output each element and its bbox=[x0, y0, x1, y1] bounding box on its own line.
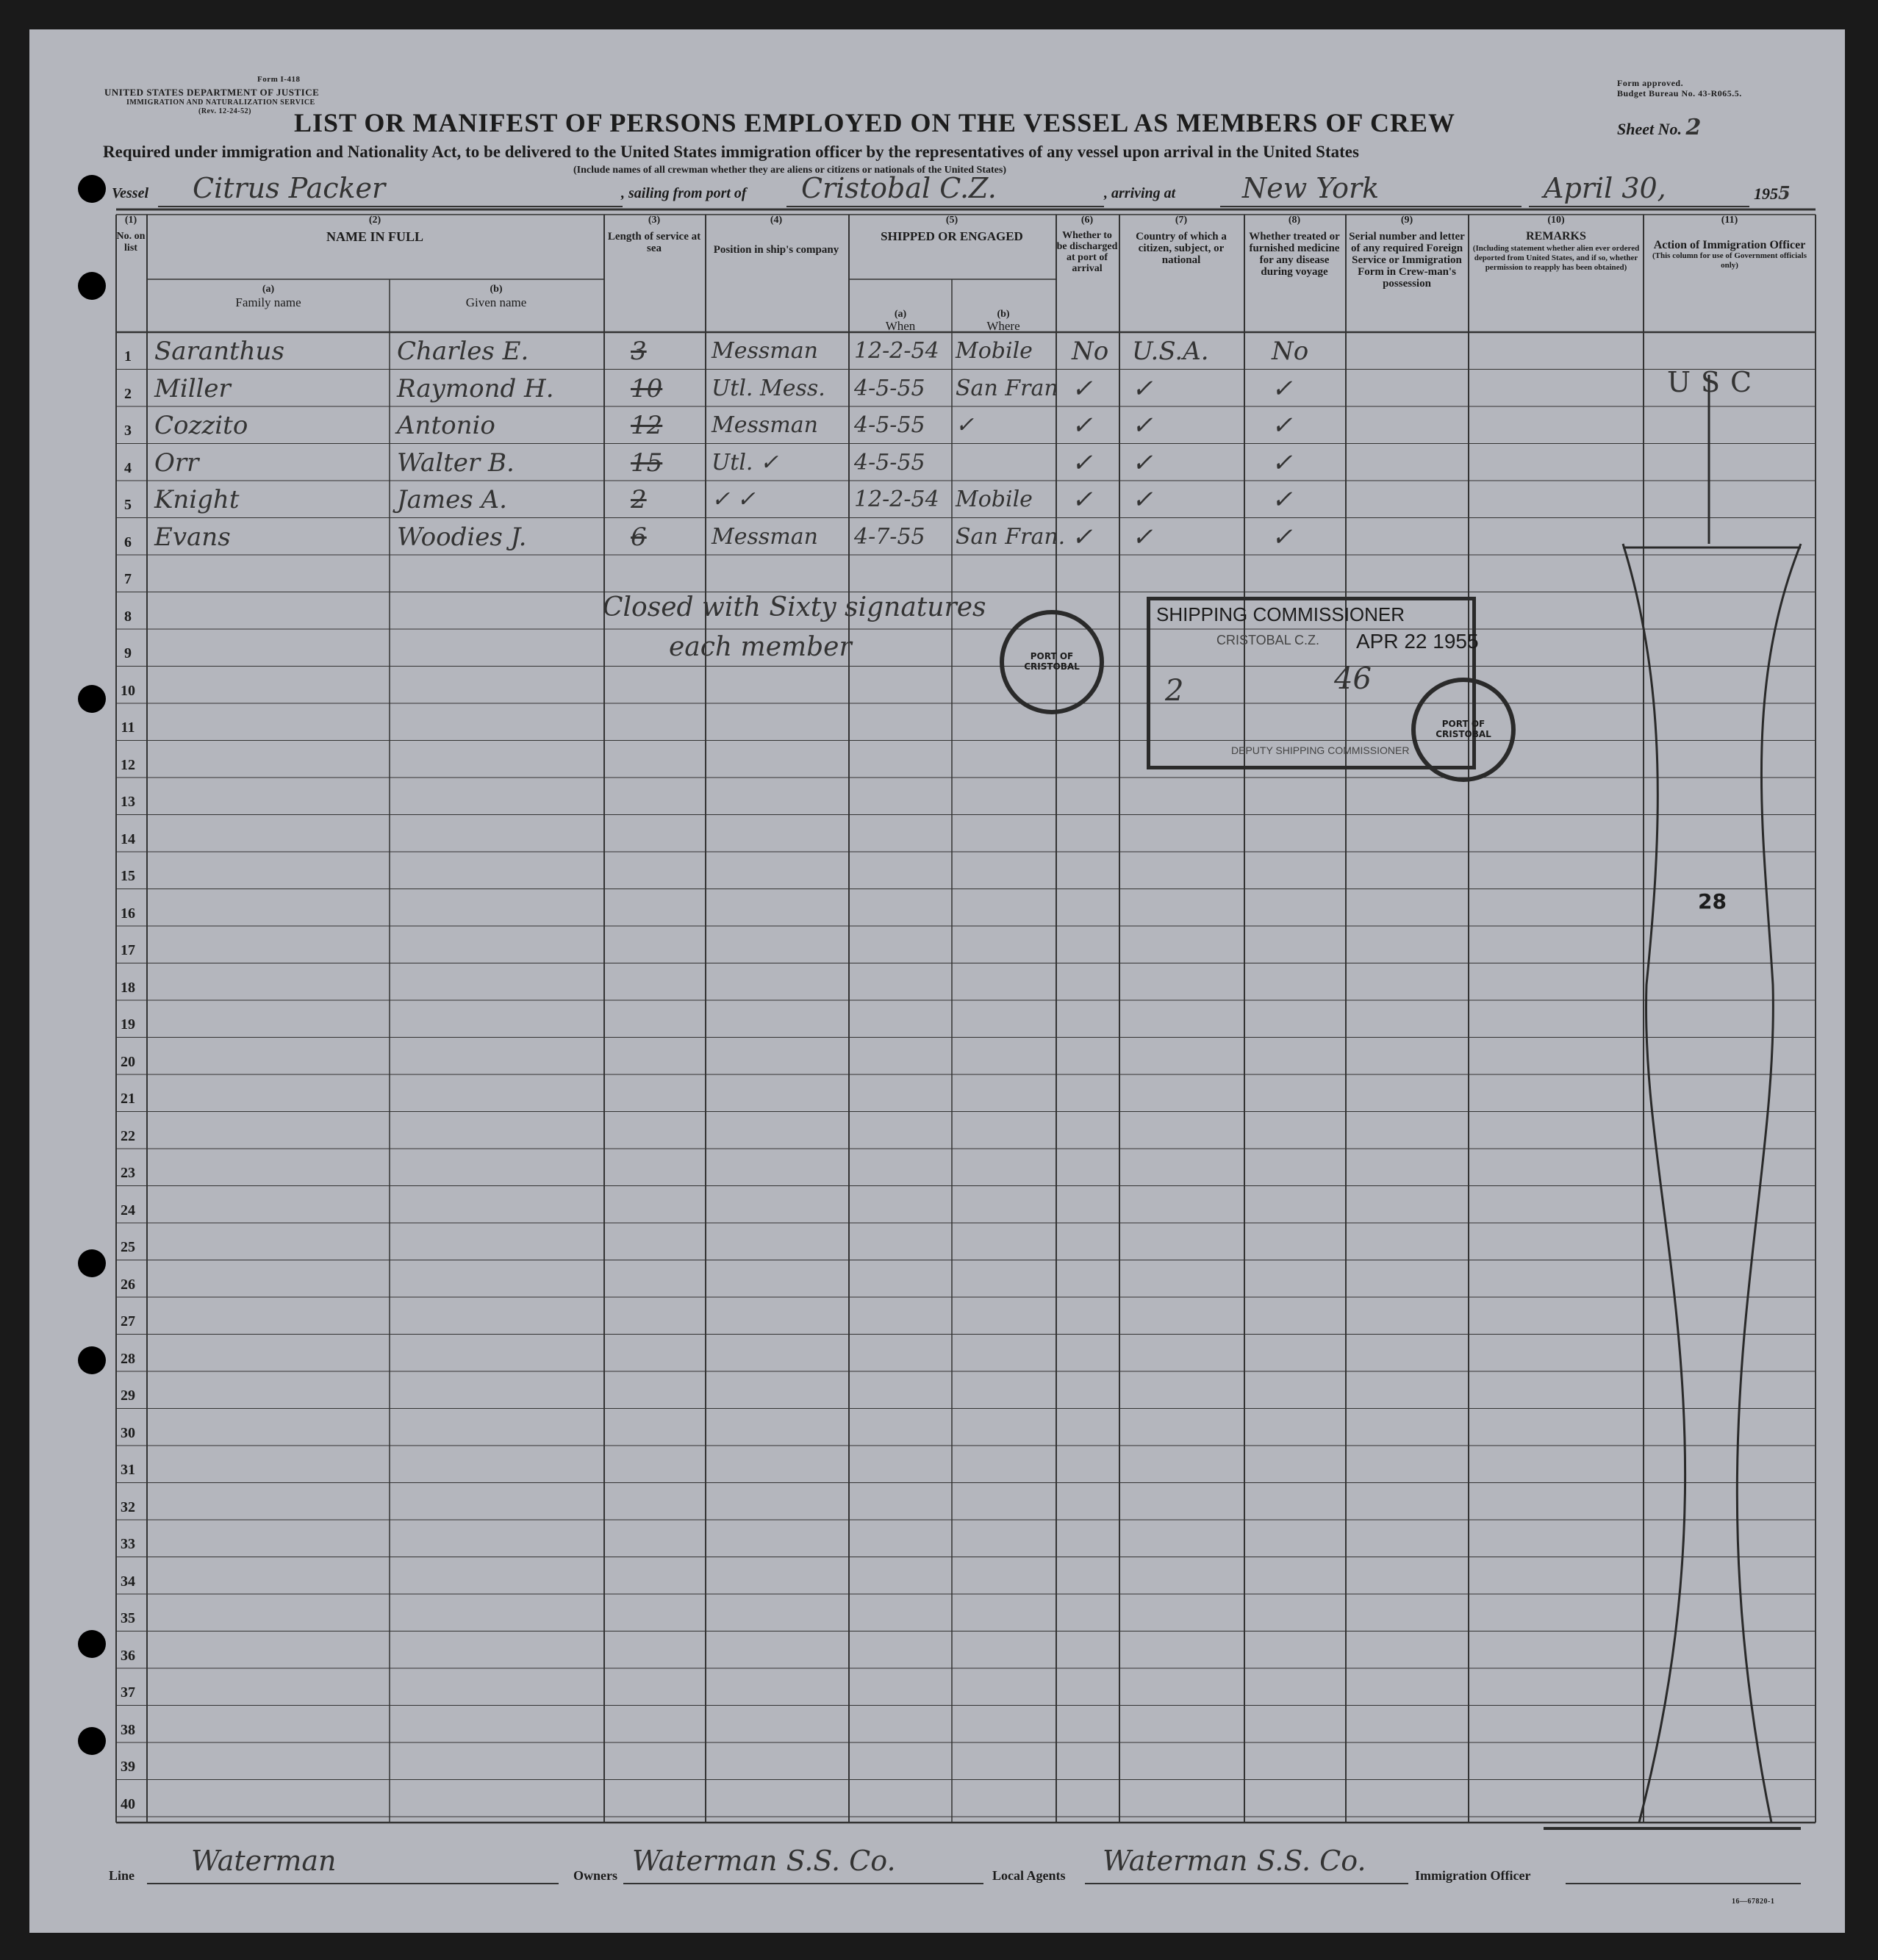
row-number: 7 bbox=[124, 571, 132, 587]
given-name-cell: Walter B. bbox=[397, 448, 515, 478]
row-number: 36 bbox=[121, 1647, 135, 1664]
shipped-when-cell: 12-2-54 bbox=[854, 338, 939, 364]
row-number: 1 bbox=[124, 348, 132, 365]
row-number: 40 bbox=[121, 1795, 135, 1812]
col-shipped-label: SHIPPED OR ENGAGED bbox=[881, 229, 1023, 243]
arrival-date: April 30, bbox=[1544, 172, 1666, 204]
country-cell: ✓ bbox=[1132, 373, 1153, 403]
department: UNITED STATES DEPARTMENT OF JUSTICE bbox=[104, 87, 320, 98]
footer-agents-value: Waterman S.S. Co. bbox=[1103, 1845, 1366, 1877]
row-number: 37 bbox=[121, 1684, 135, 1701]
medicine-cell: ✓ bbox=[1272, 411, 1293, 440]
medicine-cell: No bbox=[1272, 337, 1309, 366]
length-of-service-cell: 10 bbox=[631, 373, 663, 403]
port-seal-left bbox=[1000, 610, 1104, 714]
stamp-place: CRISTOBAL C.Z. bbox=[1216, 633, 1320, 647]
family-name-cell: Cozzito bbox=[154, 411, 248, 440]
col-family-header bbox=[147, 284, 390, 309]
row-number: 28 bbox=[121, 1350, 135, 1367]
position-cell: Messman bbox=[712, 412, 818, 438]
col-where-label: Where bbox=[986, 319, 1020, 333]
col-family-number: (a) bbox=[262, 284, 275, 295]
col-action-header bbox=[1644, 215, 1816, 270]
col-discharged-number: (6) bbox=[1080, 215, 1094, 226]
usc-annotation: USC bbox=[1667, 366, 1763, 398]
position-cell: Utl. Mess. bbox=[712, 375, 825, 401]
footer-officer-underline bbox=[1566, 1883, 1801, 1884]
seal-left-text: PORT OF CRISTOBAL bbox=[1024, 651, 1080, 672]
col-action-note: (This column for use of Government officials only) bbox=[1652, 251, 1807, 270]
position-cell: Utl. ✓ bbox=[712, 449, 779, 475]
col-action-number: (11) bbox=[1721, 215, 1738, 226]
col-remarks-note: (Including statement whether alien ever ordered deported from United States, and if so, whether permission to reapply has been obtained) bbox=[1472, 244, 1640, 272]
family-name-cell: Saranthus bbox=[154, 337, 284, 366]
port-seal-right bbox=[1411, 678, 1516, 782]
footer-owners-label: Owners bbox=[573, 1868, 617, 1883]
row-number: 6 bbox=[124, 534, 132, 550]
shipped-when-cell: 4-5-55 bbox=[854, 375, 925, 401]
revision: (Rev. 12-24-52) bbox=[198, 107, 251, 115]
given-name-cell: Charles E. bbox=[397, 337, 529, 366]
shipped-where-cell: San Fran bbox=[956, 375, 1058, 401]
given-name-cell: James A. bbox=[397, 485, 507, 514]
year-handwritten: 5 bbox=[1778, 182, 1791, 204]
col-country-header bbox=[1119, 215, 1243, 266]
col-position-label: Position in ship's company bbox=[713, 244, 839, 256]
position-cell: ✓ ✓ bbox=[712, 487, 756, 512]
shipped-where-cell: Mobile bbox=[956, 487, 1033, 512]
length-of-service-cell: 6 bbox=[631, 522, 647, 552]
medicine-cell: ✓ bbox=[1272, 522, 1293, 552]
row-number: 22 bbox=[121, 1127, 135, 1144]
arriving-label: , arriving at bbox=[1104, 185, 1176, 201]
col-country-number: (7) bbox=[1175, 215, 1188, 226]
shipped-when-cell: 4-5-55 bbox=[854, 412, 925, 438]
row-number: 30 bbox=[121, 1424, 135, 1441]
manifest-form bbox=[29, 29, 1845, 1933]
family-name-cell: Miller bbox=[154, 373, 231, 403]
footer-line-label: Line bbox=[109, 1868, 135, 1883]
row-number: 13 bbox=[121, 794, 135, 810]
col-shipped-number: (5) bbox=[945, 215, 958, 226]
shipped-where-cell: Mobile bbox=[956, 338, 1033, 364]
row-number: 25 bbox=[121, 1239, 135, 1255]
shipped-when-cell: 4-5-55 bbox=[854, 449, 925, 475]
page-title: LIST OR MANIFEST OF PERSONS EMPLOYED ON THE VESSEL AS MEMBERS OF CREW bbox=[294, 108, 1455, 137]
col-name-header bbox=[147, 215, 603, 244]
medicine-cell: ✓ bbox=[1272, 448, 1293, 478]
col-remarks-header bbox=[1470, 215, 1642, 273]
row-number: 35 bbox=[121, 1610, 135, 1626]
row-number: 2 bbox=[124, 385, 132, 402]
vessel-label: Vessel bbox=[112, 185, 148, 201]
row-number: 8 bbox=[124, 608, 132, 625]
family-name-cell: Evans bbox=[154, 522, 231, 552]
col-name-number: (2) bbox=[368, 215, 381, 226]
country-cell: ✓ bbox=[1132, 485, 1153, 514]
row-number: 27 bbox=[121, 1313, 135, 1329]
col-remarks-label: REMARKS bbox=[1526, 230, 1586, 243]
form-number: Form I-418 bbox=[257, 75, 301, 84]
required-statement: Required under immigration and Nationality Act, to be delivered to the United States immigration officer by the representatives of any vessel upon arrival in the United States bbox=[103, 143, 1359, 161]
col-serial-header bbox=[1346, 215, 1468, 290]
col-no-number: (1) bbox=[124, 215, 137, 226]
length-of-service-cell: 15 bbox=[631, 448, 663, 478]
discharged-cell: No bbox=[1072, 337, 1109, 366]
sheet-number: 2 bbox=[1685, 115, 1702, 140]
footer-line-underline bbox=[147, 1883, 559, 1884]
row-number: 21 bbox=[121, 1091, 135, 1107]
footer-officer-label: Immigration Officer bbox=[1415, 1868, 1531, 1883]
service: IMMIGRATION AND NATURALIZATION SERVICE bbox=[126, 98, 315, 107]
col-position-header bbox=[706, 215, 847, 256]
footer-line-value: Waterman bbox=[191, 1845, 337, 1877]
row-number: 9 bbox=[124, 645, 132, 661]
row-number: 32 bbox=[121, 1498, 135, 1515]
country-cell: ✓ bbox=[1132, 411, 1153, 440]
print-code: 16—67820-1 bbox=[1732, 1898, 1775, 1906]
discharged-cell: ✓ bbox=[1072, 448, 1093, 478]
seal-right-text: PORT OF CRISTOBAL bbox=[1436, 719, 1491, 739]
discharged-cell: ✓ bbox=[1072, 373, 1093, 403]
row-number: 14 bbox=[121, 830, 135, 847]
country-cell: ✓ bbox=[1132, 522, 1153, 552]
col-when-header bbox=[849, 309, 952, 333]
col-length-label: Length of service at sea bbox=[607, 231, 701, 254]
shipped-when-cell: 4-7-55 bbox=[854, 523, 925, 550]
include-note: (Include names of all crewman whether they are aliens or citizens or nationals of the United States) bbox=[573, 165, 1006, 176]
col-when-number: (a) bbox=[894, 309, 907, 320]
form-approved: Form approved. bbox=[1617, 78, 1684, 88]
col-discharged-label: Whether to be discharged at port of arrival bbox=[1056, 230, 1118, 274]
page-count: 28 bbox=[1698, 889, 1727, 913]
row-number: 19 bbox=[121, 1016, 135, 1033]
row-number: 31 bbox=[121, 1462, 135, 1478]
col-where-header bbox=[952, 309, 1055, 333]
col-length-header bbox=[604, 215, 704, 254]
col-no-label: No. on list bbox=[116, 231, 146, 254]
footer-owners-underline bbox=[623, 1883, 983, 1884]
row-number: 16 bbox=[121, 905, 135, 922]
arriving-port: New York bbox=[1242, 172, 1380, 204]
stamp-hand-left: 2 bbox=[1165, 674, 1184, 708]
col-serial-label: Serial number and letter of any required Foreign Service or Immigration Form in Crew-man's possession bbox=[1349, 231, 1465, 290]
country-cell: U.S.A. bbox=[1132, 337, 1209, 366]
shipped-when-cell: 12-2-54 bbox=[854, 487, 939, 512]
col-family-label: Family name bbox=[235, 295, 301, 309]
col-given-header bbox=[390, 284, 603, 309]
row-number: 34 bbox=[121, 1573, 135, 1590]
budget-bureau: Budget Bureau No. 43-R065.5. bbox=[1617, 88, 1742, 98]
col-remarks-number: (10) bbox=[1547, 215, 1565, 226]
col-position-number: (4) bbox=[770, 215, 783, 226]
col-given-number: (b) bbox=[490, 284, 503, 295]
discharged-cell: ✓ bbox=[1072, 485, 1093, 514]
row-number: 29 bbox=[121, 1388, 135, 1404]
position-cell: Messman bbox=[712, 338, 818, 364]
shipped-where-cell: ✓ bbox=[956, 412, 975, 438]
row-number: 23 bbox=[121, 1165, 135, 1181]
row-number: 12 bbox=[121, 756, 135, 773]
sheet-label: Sheet No. bbox=[1617, 120, 1682, 138]
row-number: 38 bbox=[121, 1721, 135, 1738]
row-number: 11 bbox=[121, 719, 135, 736]
col-length-number: (3) bbox=[648, 215, 661, 226]
col-medicine-header bbox=[1244, 215, 1344, 278]
row-number: 4 bbox=[124, 459, 132, 476]
given-name-cell: Woodies J. bbox=[397, 522, 527, 552]
row-number: 15 bbox=[121, 868, 135, 884]
col-medicine-number: (8) bbox=[1288, 215, 1301, 226]
row-number: 39 bbox=[121, 1759, 135, 1775]
col-discharged-header bbox=[1056, 215, 1118, 274]
row-number: 20 bbox=[121, 1053, 135, 1070]
position-cell: Messman bbox=[712, 523, 818, 550]
medicine-cell: ✓ bbox=[1272, 373, 1293, 403]
closed-note-second-line: each member bbox=[669, 632, 852, 662]
sailing-label: , sailing from port of bbox=[621, 185, 747, 201]
length-of-service-cell: 2 bbox=[631, 485, 647, 514]
row-number: 3 bbox=[124, 423, 132, 439]
row-number: 17 bbox=[121, 942, 135, 958]
col-action-label: Action of Immigration Officer bbox=[1653, 239, 1806, 251]
col-given-label: Given name bbox=[465, 295, 527, 309]
footer-agents-label: Local Agents bbox=[992, 1868, 1066, 1883]
discharged-cell: ✓ bbox=[1072, 411, 1093, 440]
col-shipped-header bbox=[849, 215, 1055, 243]
row-number: 33 bbox=[121, 1536, 135, 1552]
col-no-header bbox=[116, 215, 146, 254]
stamp-title: SHIPPING COMMISSIONER bbox=[1156, 603, 1405, 625]
shipped-where-cell: San Fran. bbox=[956, 523, 1066, 550]
given-name-cell: Antonio bbox=[397, 411, 495, 440]
stamp-hand-right: 46 bbox=[1334, 662, 1372, 696]
row-number: 5 bbox=[124, 497, 132, 513]
length-of-service-cell: 3 bbox=[631, 337, 647, 366]
row-number: 18 bbox=[121, 979, 135, 996]
footer-agents-underline bbox=[1085, 1883, 1408, 1884]
row-number: 26 bbox=[121, 1276, 135, 1293]
medicine-cell: ✓ bbox=[1272, 485, 1293, 514]
col-serial-number: (9) bbox=[1400, 215, 1413, 226]
col-when-label: When bbox=[885, 319, 916, 333]
family-name-cell: Orr bbox=[154, 448, 199, 478]
length-of-service-cell: 12 bbox=[631, 411, 663, 440]
row-number: 10 bbox=[121, 682, 135, 699]
row-number: 24 bbox=[121, 1202, 135, 1218]
col-name-label: NAME IN FULL bbox=[326, 229, 423, 244]
col-country-label: Country of which a citizen, subject, or national bbox=[1136, 231, 1227, 266]
stamp-footer: DEPUTY SHIPPING COMMISSIONER bbox=[1231, 744, 1410, 756]
closed-note: Closed with Sixty signatures bbox=[603, 592, 986, 622]
col-where-number: (b) bbox=[997, 309, 1010, 320]
given-name-cell: Raymond H. bbox=[397, 373, 554, 403]
vessel-name: Citrus Packer bbox=[193, 172, 386, 204]
discharged-cell: ✓ bbox=[1072, 522, 1093, 552]
family-name-cell: Knight bbox=[154, 485, 240, 514]
footer-owners-value: Waterman S.S. Co. bbox=[632, 1845, 896, 1877]
col-medicine-label: Whether treated or furnished medicine for any disease during voyage bbox=[1249, 231, 1340, 278]
country-cell: ✓ bbox=[1132, 448, 1153, 478]
stamp-date: APR 22 1955 bbox=[1356, 630, 1479, 653]
sailing-port: Cristobal C.Z. bbox=[801, 172, 997, 204]
year-printed: 195 bbox=[1754, 184, 1778, 203]
